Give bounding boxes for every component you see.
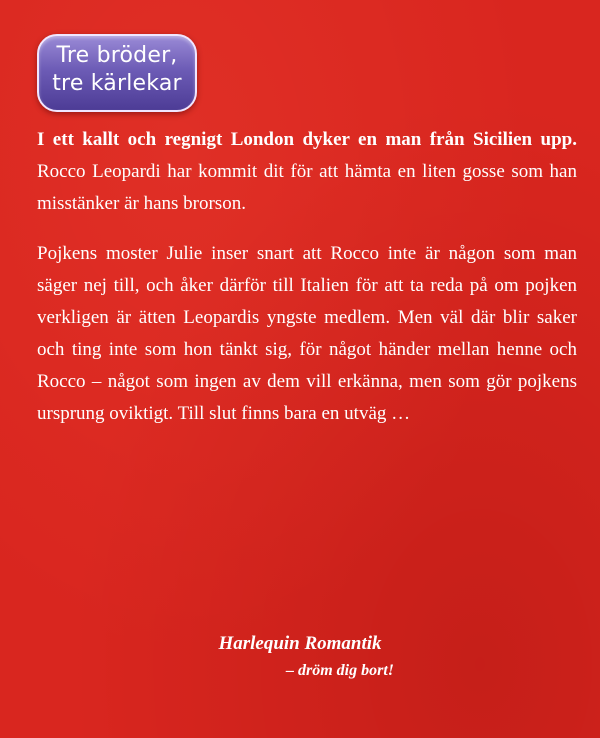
series-badge-line1: Tre bröder, [56,43,178,68]
blurb-lead-bold: I ett kallt och regnigt London dyker en man från Sicilien upp. [37,129,577,150]
series-badge-line2: tre kärlekar [52,71,182,96]
blurb-lead-rest: Rocco Leopardi har kommit dit för att hämta en liten gosse som han misstänker är hans brorson. [37,161,577,214]
blurb-paragraph-1 [37,124,577,220]
publisher-line: Harlequin Romantik [218,633,382,654]
blurb-paragraph-2: Pojkens moster Julie inser snart att Rocco inte är någon som man säger nej till, och åker därför till Italien för att ta reda på om pojken verkligen är ätten Leopardis yngste medlem. Men väl där blir saker och ting inte som hon tänkt sig, för något händer mellan henne och Rocco – något som ingen av dem vill erkänna, men som gör pojkens ursprung oviktigt. Till slut finns bara en utväg … [37,243,577,424]
series-badge [37,34,197,112]
publisher-motto: – dröm dig bort! [285,662,394,679]
blurb-text [37,124,577,448]
